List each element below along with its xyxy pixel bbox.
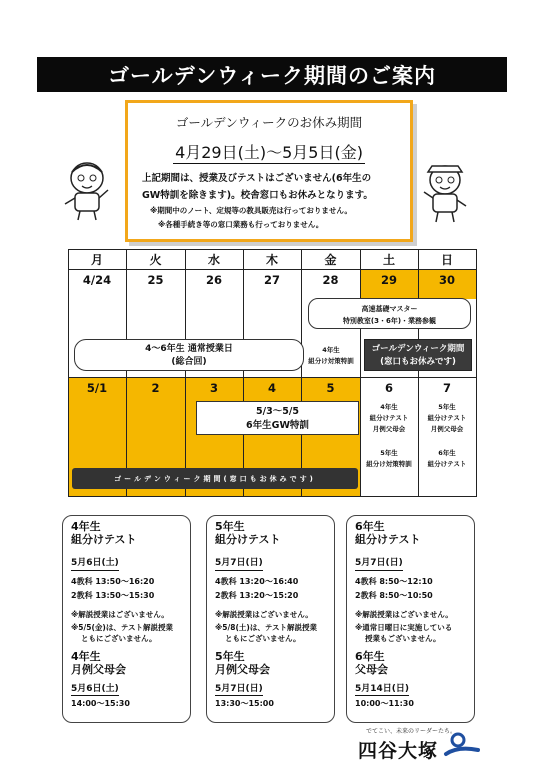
parent-meeting-label: 父母会	[355, 663, 388, 676]
mascot-left-illustration	[60, 160, 115, 222]
notice-note2: ※各種手続き等の窓口業務も行っておりません。	[158, 220, 324, 229]
weekday-wed: 水	[207, 252, 220, 267]
event-gw-closed: ゴールデンウィーク期間 (窓口もお休みです)	[364, 339, 472, 371]
date-cell: 2	[151, 381, 160, 395]
calendar	[68, 249, 477, 497]
date-cell: 27	[263, 273, 280, 287]
test-label: 組分けテスト	[355, 533, 421, 546]
note: ※解説授業はございません。	[215, 610, 313, 619]
event-regular-class: 4～6年生 通常授業日 (総合回)	[74, 339, 304, 371]
grade-label: 4年生	[71, 520, 101, 533]
weekday-sun: 日	[440, 252, 453, 267]
parent-meeting-time: 13:30～15:00	[215, 699, 274, 708]
brand-name: 四谷大塚	[358, 740, 439, 762]
test-label: 組分けテスト	[215, 533, 281, 546]
weekday-thu: 木	[265, 252, 278, 267]
parent-meeting-date: 5月14日(日)	[355, 684, 410, 694]
note: ※解説授業はございません。	[355, 610, 453, 619]
page-title: ゴールデンウィーク期間のご案内	[37, 57, 507, 92]
note: ※5/8(土)は、テスト解説授業	[215, 623, 318, 632]
date-cell: 26	[205, 273, 222, 287]
date-cell: 4/24	[82, 273, 112, 287]
parent-grade: 6年生	[355, 650, 385, 663]
notice-note1: ※期間中のノート、定規等の教具販売は行っておりません。	[150, 206, 352, 215]
date-cell: 5	[326, 381, 335, 395]
parent-meeting-date: 5月6日(土)	[71, 684, 119, 694]
event-sat6: 4年生 組分けテスト 月例父母会 5年生 組分け対策特訓	[366, 403, 412, 468]
weekday-mon: 月	[90, 252, 103, 267]
parent-meeting-time: 14:00～15:30	[71, 699, 130, 708]
date-cell: 25	[147, 273, 164, 287]
note: ※5/5(金)は、テスト解説授業	[71, 623, 174, 632]
event-sun7: 5年生 組分けテスト 月例父母会 6年生 組分けテスト	[427, 403, 467, 468]
brand-logo-icon	[442, 730, 482, 760]
event-6th-gw-special: 5/3～5/5 6年生GW特訓	[196, 401, 359, 435]
event-kosoku-master: 高速基礎マスター 特別教室(3・6年)・業務参観	[308, 298, 471, 329]
mascot-right-illustration	[418, 162, 473, 224]
date-cell: 3	[209, 381, 218, 395]
test-date: 5月7日(日)	[215, 557, 263, 571]
notice-dates: 4月29日(土)～5月5日(金)	[173, 140, 365, 164]
grade4-info-box	[62, 515, 191, 723]
test-time-4subjects: 4教科 13:20～16:40	[215, 577, 299, 586]
date-cell: 7	[442, 381, 451, 395]
note: ともにございません。	[81, 634, 157, 643]
brand-slogan: でてこい、未来のリーダーたち。	[366, 728, 457, 735]
holiday-notice-box	[125, 100, 413, 242]
notice-title: ゴールデンウィークのお休み期間	[175, 115, 363, 130]
gw-closed-band: ゴールデンウィーク期間(窓口もお休みです)	[72, 468, 358, 489]
test-date: 5月7日(日)	[355, 557, 403, 571]
parent-grade: 4年生	[71, 650, 101, 663]
parent-meeting-label: 月例父母会	[215, 663, 270, 676]
weekday-fri: 金	[324, 252, 337, 267]
weekday-sat: 土	[382, 252, 395, 267]
test-time-4subjects: 4教科 13:50～16:20	[71, 577, 155, 586]
note: ともにございません。	[225, 634, 301, 643]
test-label: 組分けテスト	[71, 533, 137, 546]
date-cell: 6	[384, 381, 393, 395]
note: ※通常日曜日に実施している	[355, 623, 453, 632]
test-time-4subjects: 4教科 8:50～12:10	[355, 577, 433, 586]
grade5-info-box	[206, 515, 335, 723]
parent-meeting-time: 10:00～11:30	[355, 699, 414, 708]
date-cell: 4	[267, 381, 276, 395]
notice-body-line2: GW特訓を除きます)。校舎窓口もお休みとなります。	[142, 190, 373, 201]
weekday-tue: 火	[149, 252, 162, 267]
notice-body-line1: 上記期間は、授業及びテストはございません(6年生の	[142, 173, 372, 184]
event-fri28: 4年生 組分け対策特訓	[308, 346, 354, 365]
date-cell: 30	[438, 273, 455, 287]
parent-grade: 5年生	[215, 650, 245, 663]
date-cell: 28	[322, 273, 339, 287]
parent-meeting-label: 月例父母会	[71, 663, 126, 676]
grade6-info-box	[346, 515, 475, 723]
note: ※解説授業はございません。	[71, 610, 169, 619]
date-cell: 29	[380, 273, 397, 287]
test-time-2subjects: 2教科 13:50～15:30	[71, 591, 155, 600]
test-time-2subjects: 2教科 13:20～15:20	[215, 591, 299, 600]
test-date: 5月6日(土)	[71, 557, 119, 571]
parent-meeting-date: 5月7日(日)	[215, 684, 263, 694]
grade-label: 6年生	[355, 520, 385, 533]
test-time-2subjects: 2教科 8:50～10:50	[355, 591, 433, 600]
note: 授業もございません。	[365, 634, 441, 643]
date-cell: 5/1	[86, 381, 108, 395]
grade-label: 5年生	[215, 520, 245, 533]
